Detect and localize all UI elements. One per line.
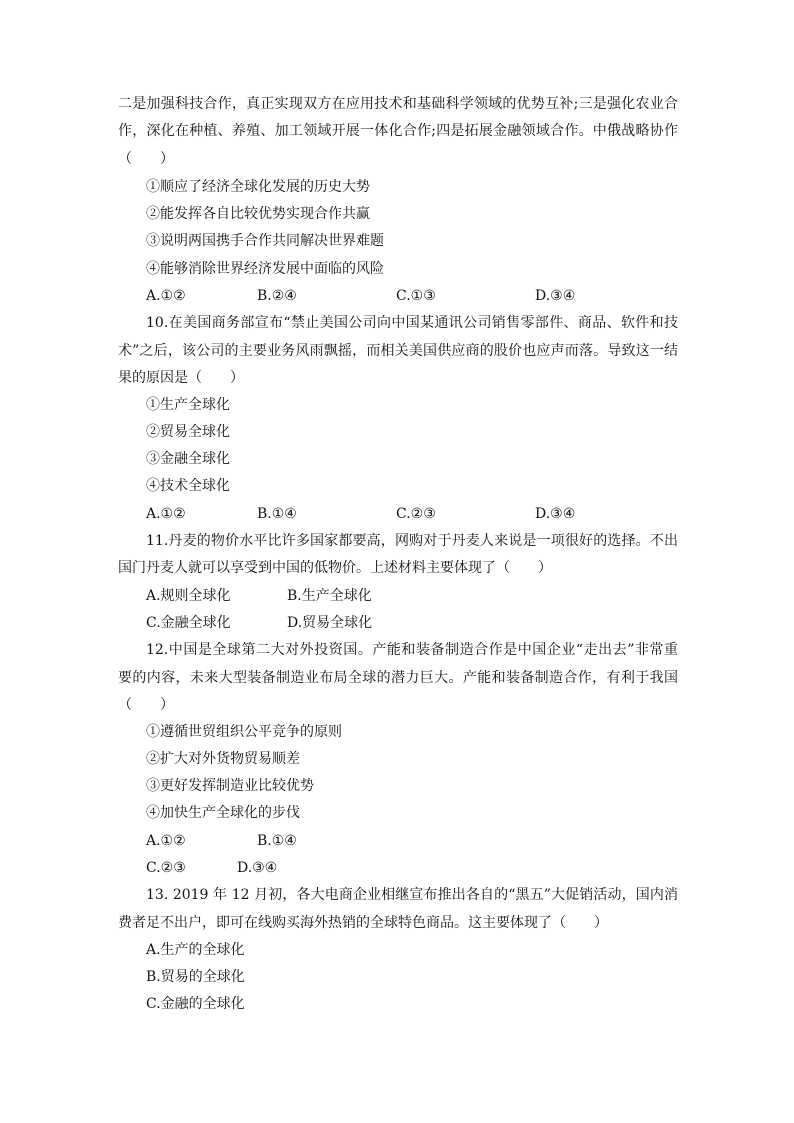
option-a: A.①② [146,288,186,304]
statement-2: ②扩大对外货物贸易顺差 [146,751,300,767]
question-11-stem: 11.丹麦的物价水平比许多国家都要高，网购对于丹麦人来说是一项很好的选择。不出 [146,533,678,549]
statement-1: ①遵循世贸组织公平竞争的原则 [146,724,342,740]
option-d: D.③④ [237,860,278,876]
statement-2: ②能发挥各自比较优势实现合作共赢 [146,206,370,222]
option-b: B.生产全球化 [287,588,372,604]
option-b: B.①④ [257,833,297,849]
statement-1: ①生产全球化 [146,397,230,413]
question-text-line: 术”之后，该公司的主要业务风雨飘摇，而相关美国供应商的股价也应声而落。导致这一结 [118,343,678,359]
option-b: B.②④ [257,288,297,304]
option-a: A.规则全球化 [146,588,231,604]
answer-blank: （ ） [118,151,174,167]
question-text-line: 要的内容，未来大型装备制造业布局全球的潜力巨大。产能和装备制造合作，有利于我国 [118,670,678,686]
statement-1: ①顺应了经济全球化发展的历史大势 [146,179,370,195]
option-a: A.生产的全球化 [146,942,245,958]
option-c: C.②③ [396,506,436,522]
statement-3: ③更好发挥制造业比较优势 [146,778,314,794]
statement-4: ④加快生产全球化的步伐 [146,805,300,821]
option-c: C.②③ [146,860,186,876]
option-c: C.①③ [396,288,436,304]
question-text-line: 国门丹麦人就可以享受到中国的低物价。上述材料主要体现了（ ） [118,560,552,576]
option-b: B.贸易的全球化 [146,969,245,985]
statement-3: ③金融全球化 [146,451,230,467]
question-12-stem: 12.中国是全球第二大对外投资国。产能和装备制造合作是中国企业“走出去”非常重 [146,642,678,658]
option-a: A.①② [146,833,186,849]
answer-blank: （ ） [118,697,174,713]
question-text-line: 费者足不出户，即可在线购买海外热销的全球特色商品。这主要体现了（ ） [118,915,608,931]
option-c: C.金融全球化 [146,615,231,631]
statement-4: ④技术全球化 [146,478,230,494]
question-text-line: 作，深化在种植、养殖、加工领域开展一体化合作;四是拓展金融领域合作。中俄战略协作 [118,123,678,139]
option-d: D.贸易全球化 [287,615,373,631]
option-a: A.①② [146,506,186,522]
statement-3: ③说明两国携手合作共同解决世界难题 [146,233,384,249]
option-d: D.③④ [535,506,576,522]
option-b: B.①④ [257,506,297,522]
question-text-line: 果的原因是（ ） [118,370,244,386]
option-d: D.③④ [535,288,576,304]
question-text-line: 二是加强科技合作，真正实现双方在应用技术和基础科学领域的优势互补;三是强化农业合 [118,96,678,112]
question-13-stem: 13. 2019 年 12 月初，各大电商企业相继宣布推出各自的“黑五”大促销活动，国内消 [146,887,678,903]
question-10-stem: 10.在美国商务部宣布“禁止美国公司向中国某通讯公司销售零部件、商品、软件和技 [146,315,678,331]
statement-2: ②贸易全球化 [146,424,230,440]
statement-4: ④能够消除世界经济发展中面临的风险 [146,261,384,277]
option-c: C.金融的全球化 [146,996,245,1012]
